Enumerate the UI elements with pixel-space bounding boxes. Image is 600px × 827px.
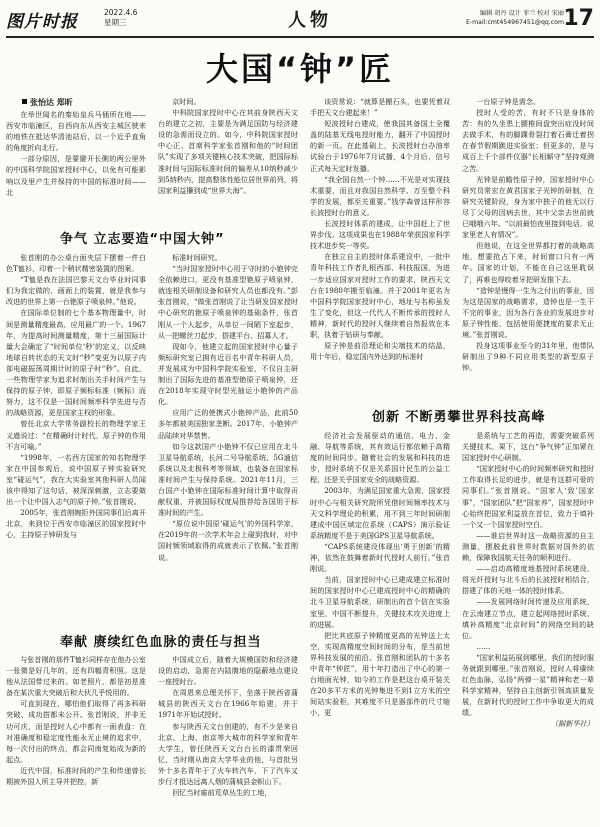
byline [6,96,146,109]
paragraph: “T恤是我在法国巴黎天文台毕业时同事们为我定做的，画面上的装置，就是我参与改进的世界上第一台铯原子喷泉钟。”他说。 [6,275,146,307]
paragraph: 在周恩来总理关怀下，坐落于陕西省蒲城县的陕西天文台在1966年始建，并于1971年开始试授时。 [158,688,298,720]
paragraph: “我全国自然一个钟……不光是对实现技术重要，而且对我国自然科学、万至整个科学的发展，都至关重要。”钱学森曾这样形容长波授时台的意义。 [310,174,450,217]
paragraph: 但他说，在这全世界都打着的战略高地，想要抢占下来，时间窗口只有一两年。国家的计划，不能在自己这里耽误了，再难也得咬着牙把研发推下去。 [462,241,594,284]
issue-meta [104,8,137,28]
paragraph: 中科院国家授时中心在其前身陕西天文台的建立之初，主要是为满足国防与经济建设的急需而设立的。如今，中科院国家授时中心正、首席科学家张首刚和他的“时间团队”实现了多项关键核心技术突破，把国际标准时间与国际标准时间的偏差从10纳秒减少到5纳秒内，提高整体性能位居世界前列，将国家利益攥到成“世界大海”。 [158,108,298,195]
section-3-column-2 [462,430,594,822]
paragraph: 标准时间研究。 [172,253,222,262]
paragraph: 张首刚的办公桌台面夹层下摆着一件白色T恤衫，印着一个稍状精密装置的图案。 [6,253,146,274]
paragraph: 在国际单位制的七个基本物理量中，时间是测量精度最高、应用最广的一个。1967年，为提高时间测量精度，第十三届国际计量大会确定了“时间单位‘秒’的定义，以反映地球自转状态的天文时“秒”变更为以原子内部电磁振荡周期计时的原子时“秒”。自此，一些物理学家为追求时制出关手时间产生与保持的原子钟，即原子频标标准（频标）而努力，这不仅是一国时间频率科学先进与否的战略资源，更是国家主权的形象。 [6,308,146,418]
paragraph: 经济社会发展驱动的通信、电力、金融、导航等系统，其有效运行都依赖于高精度的时间同步。随着社会的发展和科技的进步，授时系统不仅是关系国计民生的公益工程，还是关乎国家安全的战略资源。 [310,431,450,485]
paragraph: 现如今，他建立起的国家授时中心量子频标研究室已拥有近百名中青年科研人员，并发展成为中国科学院实验室，不仅自主研制出了国际先进的基准型铯原子喷泉钟，还在2018年实现守时型光抽运小铯钟的产品化。 [158,341,298,407]
paragraph: “原位说中国原‘碰运气’的外国科学家，在2019年的一次学术年会上碰到我时，对中国时频领域取得的成就表示了钦佩。”张首刚说。 [158,519,298,562]
paragraph: 一部分原因，是要避开长側的两公里外的中国科学院国家授时中心，以免有可能影响以及里产生并保持的中国的标准时间——北 [6,154,146,197]
paragraph: 谈资常说：“就算是搬石头，也要凭着双手把天文台建起来！” [310,97,450,118]
newspaper-logo: 图片时报 [6,12,78,32]
paragraph: 回忆当时雇前荒草丛生的工地， [172,788,272,798]
subheading-chuangxin: 创新 不断勇攀世界科技高峰 [372,410,546,425]
paragraph: “CAPS系统建设体现出‘勇于创新’的精神，依然在鼓舞着新时代授时人前行。”张首刚说。 [310,541,450,574]
column-4-top [462,96,594,416]
masthead-divider [6,36,594,38]
column-3-top [310,96,450,396]
editor-email: E-mail:cmt454967451@qq.com [466,19,564,26]
paragraph: 是系统与工艺的再造，需要突破系列关键技术。果下，这台“争气钟”正加紧在国家授时中心研制。 [462,431,594,463]
paragraph: 把比其底原子钟精度更高的光钟送上太空，实现高精度空间时间的分布，是当前世界科技发展的前沿。张首刚和团队的十多名中青年“钟匠”，用十年打造出了中心的第一台地面光钟，如今的工作是把这台桌开装关在20多平方米的光钟集进不到1立方米的空间站实验柜，其难度不只是器部件的尺寸缩小，更 [310,630,450,718]
issue-date: 2022.4.6 [104,8,138,17]
section-2-column-2 [158,654,298,822]
section-1-column-2 [158,252,298,627]
paragraph: …… [476,641,491,651]
paragraph: 投身这项事业至今的31年里，他带队研制出了9种不同应用类型的新型原子钟。 [462,341,594,373]
paragraph: “当时国家授时中心用于守时的小铯钟完全依赖进口，更没有基准型铯原子喷泉钟，就连相关研制设备和研究人员也都没有。”彭张首刚说，“做张首刚说了让当研发国家授时中心研究的铯原子喷泉钟的基础条件，张首刚从一个人起步，从单位一间陋下室起步，从一把螺丝刀起步，搭建平台、招募人才。 [158,264,298,340]
paragraph: 原子钟是前沿理论和尖端技术的结晶，用十年后，稳定国内外达到的标准时 [310,341,450,362]
paragraph: “造钟是慢得一生为之付出的事业，因为这是国家的战略需求，造钟也是一生干不完的事业，因为各行各业的发展进步对原子钟性能、包括使用便捷度的要求无止境。”张首刚说。 [462,285,594,339]
byline-authors: 张怡达 郑昕 [30,97,73,107]
paragraph: 应用广泛的使携式小铯钟产品，此前50多年都被美国独家垄断。2017年，小铯钟产品陆续对华禁售。 [158,408,298,440]
paragraph: 2005年，张首刚婉拒外国同事们后离开北京，来到位于西安市临潼区的国家授时中心，主持原子钟研发与 [6,508,146,540]
paragraph: ——发展网络时间传递及应用系统，在云南建立节点，建立起网络授时系统，填补高精度“北京时间”的网络空间的缺位。 [462,597,594,640]
byline-square-icon [22,99,27,104]
paragraph: 光钟是前瞻性原子钟，国家授时中心研究员常宏在黄君国家子光钟的研制，在研究关键阶段，身为家中独子的他无以行尽丁父母的因病去世，其中父亲去世前就已哦哦六年。“以前最怕夜里接到电话，说家里老人有情况”。 [462,174,594,240]
paragraph: 参与陕西天文台创建的，有不少是来自北京、上海、南京等大城市的科学家和青年大学生，曾任陕西天文台台长的漆贯荣回忆，当时刚从南京大学毕业的他，与首批另外十多名青年于了火车转汽车，下了汽车又步行才抵达远离人烟的蒲城县金帜山下。 [158,721,298,787]
editor-names: 编辑 胡丹 设计 菲兰 校对 宋丽 [479,10,564,17]
paragraph: 如今这款国产小铯钟不仅已应用在北斗卫星导航系统，长河二号导航系统、5G通信系统以及北极科考等领域，也装备在国家标准时间产生与保持系统。2021年11月，三台国产小铯钟在国际标准时间计算中取得贡献权重，并被国际权度局推荐给各国用于标准时间的产生。 [158,441,298,518]
issue-weekday: 星期三 [104,18,127,27]
paragraph: ——启动高精度地基授时系统建设，将光纤授时与北斗后的长波授时相结合，搭建了体的天地一体的授时体系。 [462,564,594,596]
paragraph: 京时间。 [172,97,201,106]
subheading-fengxian: 奉献 赓续红色血脉的责任与担当 [60,635,262,650]
editor-credits [466,9,564,27]
article-headline: 大国“钟”匠 [205,50,395,88]
paragraph: 曾任北京大学常务副校长的物理学家王义遒说过：“在精确时计时代，原子钟的作用不言可喻。” [6,419,146,451]
paragraph: “国家利益拓展到哪里，我们的授时服务就跟到哪里。”张首刚说，授时人将赓续红色血脉，弘扬“两弹一星”精神和老一辈科学家精神，坚持自主创新引领高质量发展，在新时代的授时工作中争取更大的成绩。 [462,652,594,718]
paragraph: 授时人受的苦，有时不只是身体的苦：有的久坐患上腰椎间盘突出症没时间去做手术，有的脚踝骨裂打着石膏迁着拐在春节假期跳进实验室；但更多的，是与成百上千个部件仪器“长相厮守”坚持观测之苦。 [462,108,594,173]
paragraph: 中国成立后，随着大规模国防和经济建设的启动，急需在内陆腹地的隐蔽地点建设一座授时台。 [158,655,298,687]
paragraph: 一台原子钟是需念。 [476,97,541,106]
paragraph: “国家授时中心的时间频率研究和授时工作取得长足的进步，就是有这群可爱的同事们。”张首刚说。“国家人‘致’国家事”，“国家团队”把“国家养”，国家授时中心始终把国家利益放在首位，致力于填补一个又一个国家授时空白。 [462,464,594,529]
paragraph: 长波授时体系的建成，让中国赶上了世界步伐。这项成果也在1988年荣获国家科学技术进步奖一等奖。 [310,219,450,251]
section-1-column-1 [6,252,146,627]
paragraph: 短波授时台建成，使我国其备国土全覆盖的陆基无线电授时能力，翻开了中国授时的新一页。在此基础上，长波授时台办油率试验台于1976年7月试播，4个月后，信号正式每天定时发播。 [310,119,450,173]
section-3-column-1 [310,430,450,822]
paragraph: 在独立自主的授时体系建设中，一批中青年科技工作者扎根西部、科技报国，为进一步适应国家对授时工作的要求，陕西天文台在1980年搬至临潼。并于2001年更名为中国科学院国家授时中心，地址与名称虽发生了变化，但这一代代人不断传承的授时人精神，新时代的授时人继续着自然报效在本职，执着于钻研与奉献。 [310,252,450,339]
section-2-column-1 [6,654,146,822]
paragraph: 与张首刚的那件T恤衫同样存在他办公室一张微是好几年的，还有四幅青积照。这是他从法国带过来的。如老照片，都是初是准备在某次重大突破后和大伙几乎悦用的。 [6,655,146,698]
source-signature: （据新华社） [550,719,594,729]
paragraph: 在举世闻名的秦始皇兵马俑所在地——西安市临潼区，自西向东从西安主城区驶来的地铁在抵达华清池站后，以一个近乎直角的角度折向北行。 [6,110,146,153]
paragraph: 2003年，为满足国家重大急需，国家授时中心与相关研究院所凭借时间频率技术与天文科学理论的积累，用不到三年时间研制建成中国区域定位系统（CAPS）演示验证系统精度不是于美国GPS卫星导航系统。 [310,486,450,540]
page-number: 17 [563,6,594,31]
section-name: 人物 [288,10,332,31]
paragraph: 当前，国家授时中心已建成建立标准时间的国家授时中心已建成授时中心的精确的北斗卫星导航系统，研制出的首个信在实验室里，中国不断提升，关键技术攻关进度上的进展。 [310,575,450,629]
paragraph: 近代中国，标准时间的产生和传递曾长期被外国人所主导并把控，新 [6,765,146,787]
masthead [6,6,594,34]
paragraph: “1998年，一名西方国家的知名物理学家在中国参观后，说中国原子钟实验研究室“碰运气”，我在大实验室其他科研人员闻该中得知了这句话，被深深刺激，立志要做出一个让中国人志气的原子钟。”张首刚说。 [6,452,146,507]
subheading-zhengqi: 争气 立志要造“中国大钟” [60,232,225,247]
paragraph: 可直到现在，哪怕他们取得了再多科研突破、成功搭都未公开。张首刚说，并非无功可庆，而是授时人心中都有一面表盘：在对准确度和稳定度性能永无止境的追求中，每一次付出的终点，都会同南复始成为新的起点。 [6,699,146,764]
paragraph: ——谁启世界时这一战略资源的自主测量，摆脱此前世界时数据对国外的依赖，保障我国航天任务的顺利进行。 [462,530,594,563]
